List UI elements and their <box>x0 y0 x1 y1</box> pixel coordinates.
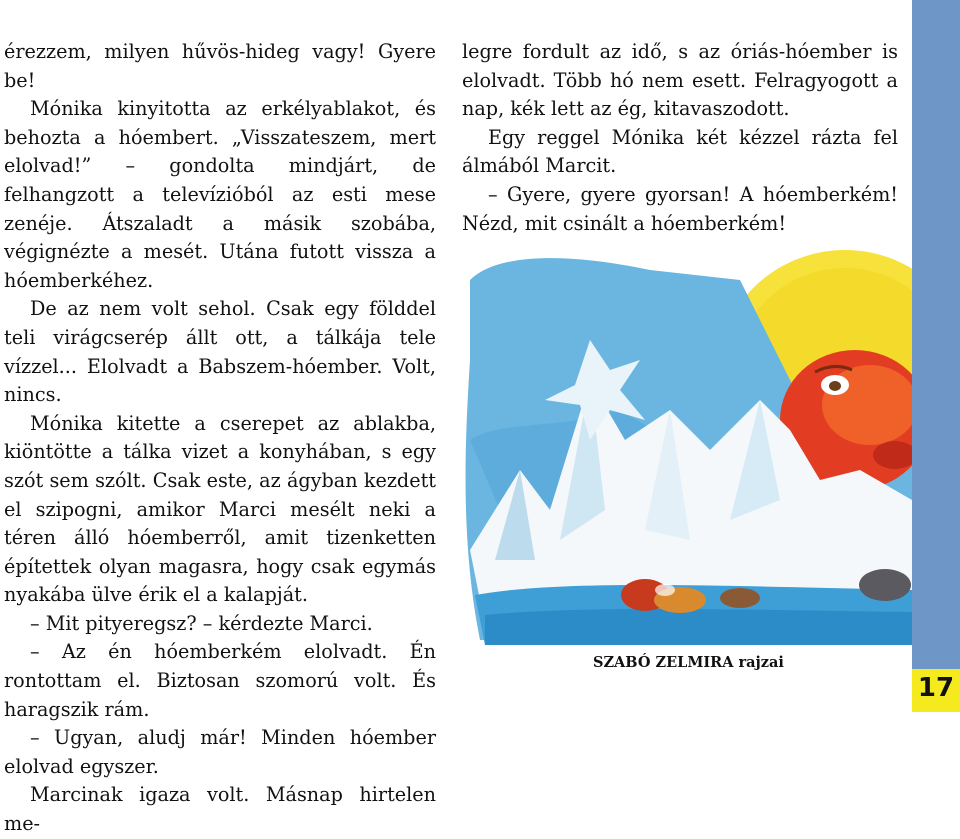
paragraph: De az nem volt sehol. Csak egy földdel teli virágcserép állt ott, a tálkája tele vízzel... Elolvadt a Babszem-hóember. Volt, nincs. <box>4 297 436 407</box>
paragraph: Egy reggel Mónika két kézzel rázta fel álmából Marcit. <box>462 125 898 178</box>
illustration-snowman-sun <box>440 240 912 660</box>
text-column-right <box>462 38 898 238</box>
text-column-left <box>4 38 436 839</box>
paragraph: érezzem, milyen hűvös-hideg vagy! Gyere be! <box>4 40 436 92</box>
dialogue-line: – Mit pityeregsz? – kérdezte Marci. <box>30 611 373 635</box>
paragraph: Marcinak igaza volt. Másnap hirtelen me- <box>4 783 436 836</box>
dialogue-line: – Ugyan, aludj már! Minden hóember elolvad egyszer. <box>4 726 436 778</box>
paragraph: Mónika kinyitotta az erkélyablakot, és behozta a hóembert. „Visszateszem, mert elolvad!” – gondolta mindjárt, de felhangzott a televízióból az esti mese zenéje. Átszaladt a másik szobába, végignézte a mesét. Utána futott vissza a hóemberkéhez. <box>4 97 436 292</box>
page-number: 17 <box>917 673 955 703</box>
page-edge-bar <box>912 0 960 712</box>
paragraph: Mónika kitette a cserepet az ablakba, kiöntötte a tálka vizet a konyhában, s egy szót sem szólt. Csak este, az ágyban kezdett el szipogni, amikor Marci mesélt neki a téren álló hóemberről, amit tizenketten építettek olyan magasra, hogy csak egymás nyakába ülve érik el a kalapját. <box>4 411 436 607</box>
paragraph: legre fordult az idő, s az óriás-hóember is elolvadt. Több hó nem esett. Felragyogott a nap, kék lett az ég, kitavaszodott. <box>462 40 898 121</box>
dialogue-line: – Gyere, gyere gyorsan! A hóemberkém! Nézd, mit csinált a hóemberkém! <box>462 182 898 235</box>
illustration-credit: SZABÓ ZELMIRA rajzai <box>593 654 784 671</box>
dialogue-line: – Az én hóemberkém elolvadt. Én rontottam el. Biztosan szomorú volt. És haragszik rám. <box>4 640 436 721</box>
page-number-box <box>912 669 960 712</box>
